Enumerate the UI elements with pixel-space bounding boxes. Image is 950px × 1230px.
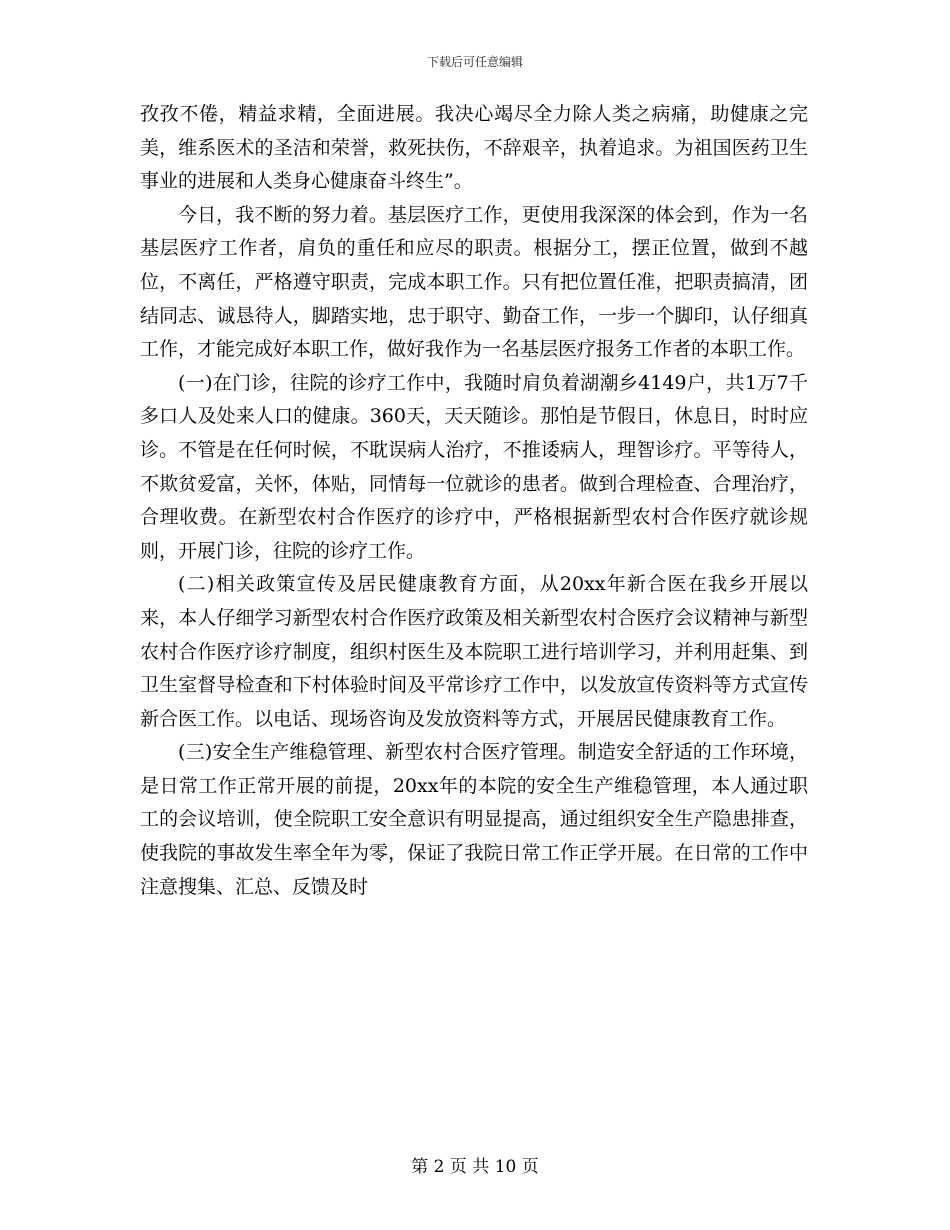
paragraph: (二)相关政策宣传及居民健康教育方面，从20xx年新合医在我乡开展以来，本人仔细学习新型农村合作医疗政策及相关新型农村合医疗会议精神与新型农村合作医疗诊疗制度，组织村医生及本院职工进行培训学习，并利用赶集、到卫生室督导检查和下村体验时间及平常诊疗工作中，以发放宣传资料等方式宣传新合医工作。以电话、现场咨询及发放资料等方式，开展居民健康教育工作。	[140, 573, 808, 730]
page-header: 下载后可任意编辑	[426, 55, 523, 69]
paragraph: 今日，我不断的努力着。基层医疗工作，更使用我深深的体会到，作为一名基层医疗工作者，肩负的重任和应尽的职责。根据分工，摆正位置，做到不越位，不离任，严格遵守职责，完成本职工作。只有把位置任准，把职责搞清，团结同志、诚恳待人，脚踏实地，忠于职守、勤奋工作，一步一个脚印，认仔细真工作，才能完成好本职工作，做好我作为一名基层医疗报务工作者的本职工作。	[140, 203, 808, 361]
paragraph: 孜孜不倦，精益求精，全面进展。我决心竭尽全力除人类之病痛，助健康之完美，维系医术的圣洁和荣誉，救死扶伤，不辞艰辛，执着追求。为祖国医药卫生事业的进展和人类身心健康奋斗终生”。	[140, 103, 808, 193]
page-footer: 第 2 页 共 10 页	[411, 1157, 539, 1177]
document-body	[140, 98, 808, 904]
paragraph: (一)在门诊，往院的诊疗工作中，我随时肩负着湖潮乡4149户，共1万7千多口人及处来人口的健康。360天，天天随诊。那怕是节假日，休息日，时时应诊。不管是在任何时候，不耽误病人治疗，不推诿病人，理智诊疗。平等待人，不欺贫爱富，关怀，体贴，同情每一位就诊的患者。做到合理检查、合理治疗，合理收费。在新型农村合作医疗的诊疗中，严格根据新型农村合作医疗就诊规则，开展门诊，往院的诊疗工作。	[140, 371, 808, 562]
paragraph: (三)安全生产维稳管理、新型农村合医疗管理。制造安全舒适的工作环境，是日常工作正常开展的前提，20xx年的本院的安全生产维稳管理，本人通过职工的会议培训，使全院职工安全意识有明显提高，通过组织安全生产隐患排查，使我院的事故发生率全年为零，保证了我院日常工作正学开展。在日常的工作中注意搜集、汇总、反馈及时	[140, 741, 808, 898]
